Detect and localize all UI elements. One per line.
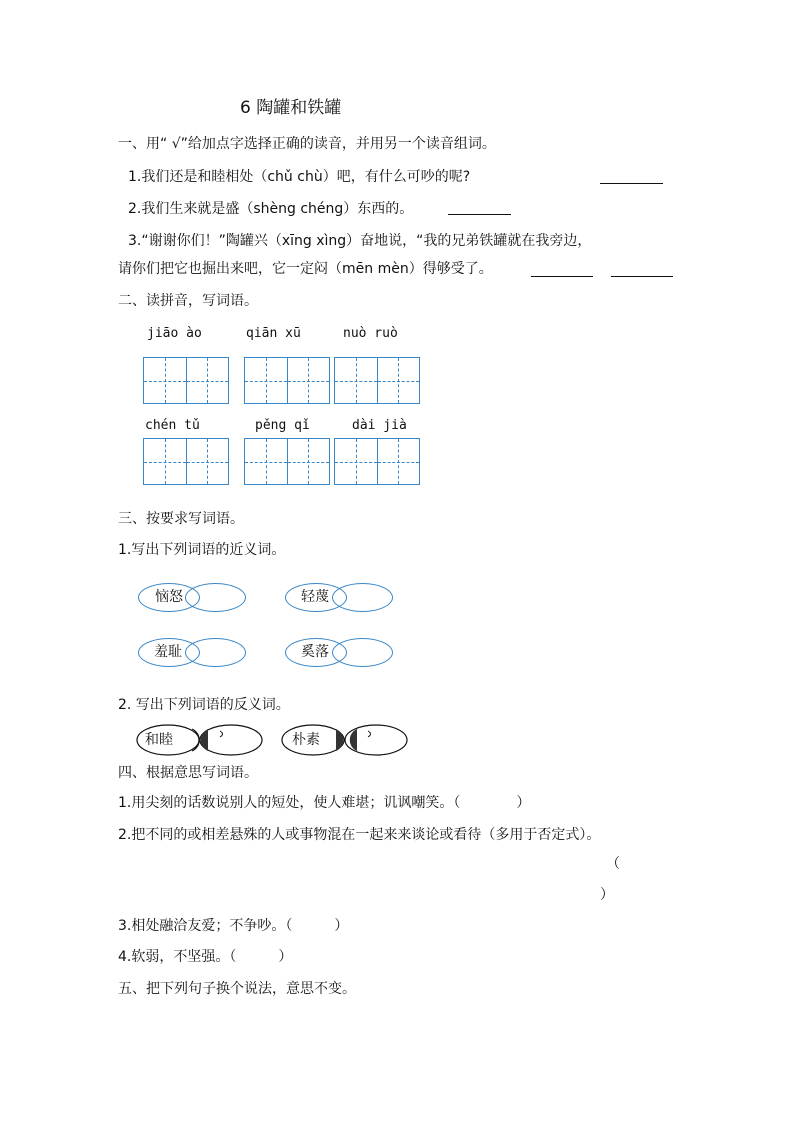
synonym-answer-ellipse[interactable] [185,638,246,667]
s4-q2-close-paren: ） [600,887,614,903]
s1-q1-answer-blank[interactable] [600,183,663,184]
synonym-answer-ellipse[interactable] [332,583,393,612]
section-5-heading: 五、把下列句子换个说法，意思不变。 [118,981,356,997]
section-1-heading: 一、用“ √”给加点字选择正确的读音，并用另一个读音组词。 [118,136,496,152]
pinyin-label: jiāo ào [147,326,202,341]
s3-sub-2: 2. 写出下列词语的反义词。 [118,697,290,713]
antonym-word: 朴素 [292,732,320,748]
pinyin-label: dài jià [352,418,407,433]
writing-grid[interactable] [334,357,420,404]
writing-grid[interactable] [244,438,330,485]
s4-question-3: 3.相处融洽友爱；不争吵。（ ） [118,918,349,934]
synonym-word: 奚落 [301,644,329,660]
s4-q2-open-paren: （ [606,856,620,872]
writing-grid[interactable] [334,438,420,485]
s1-question-1: 1.我们还是和睦相处（chǔ chù）吧，有什么可吵的呢? [128,169,471,185]
s1-q3-answer-blank-1[interactable] [531,276,593,277]
s3-sub-1: 1.写出下列词语的近义词。 [118,542,286,558]
pinyin-label: pěng qǐ [255,418,310,433]
section-4-heading: 四、根据意思写词语。 [118,765,258,781]
section-3-heading: 三、按要求写词语。 [118,511,244,527]
synonym-answer-ellipse[interactable] [185,583,246,612]
s4-question-4: 4.软弱，不坚强。（ ） [118,949,293,965]
s4-question-1: 1.用尖刻的话数说别人的短处，使人难堪；讥讽嘲笑。（ ） [118,795,531,811]
page-title: 6 陶罐和铁罐 [240,98,342,118]
synonym-word: 羞耻 [154,644,182,660]
synonym-word: 轻蔑 [301,589,329,605]
writing-grid[interactable] [244,357,330,404]
s4-question-2: 2.把不同的或相差悬殊的人或事物混在一起来来谈论或看待（多用于否定式）。 [118,827,601,843]
antonym-word: 和睦 [145,732,173,748]
writing-grid[interactable] [143,438,229,485]
s1-q2-answer-blank[interactable] [448,214,511,215]
pinyin-label: qiān xū [246,326,301,341]
s1-q3-answer-blank-2[interactable] [611,276,673,277]
synonym-answer-ellipse[interactable] [332,638,393,667]
s1-question-3-line1: 3.“谢谢你们！”陶罐兴（xīng xìng）奋地说，“我的兄弟铁罐就在我旁边， [128,233,592,249]
s1-question-3-line2: 请你们把它也掘出来吧，它一定闷（mēn mèn）得够受了。 [118,261,493,277]
pinyin-label: nuò ruò [343,326,398,341]
section-2-heading: 二、读拼音，写词语。 [118,293,258,309]
pinyin-label: chén tǔ [145,418,200,433]
synonym-word: 恼怒 [155,589,183,605]
writing-grid[interactable] [143,357,229,404]
s1-question-2: 2.我们生来就是盛（shèng chéng）东西的。 [128,201,414,217]
